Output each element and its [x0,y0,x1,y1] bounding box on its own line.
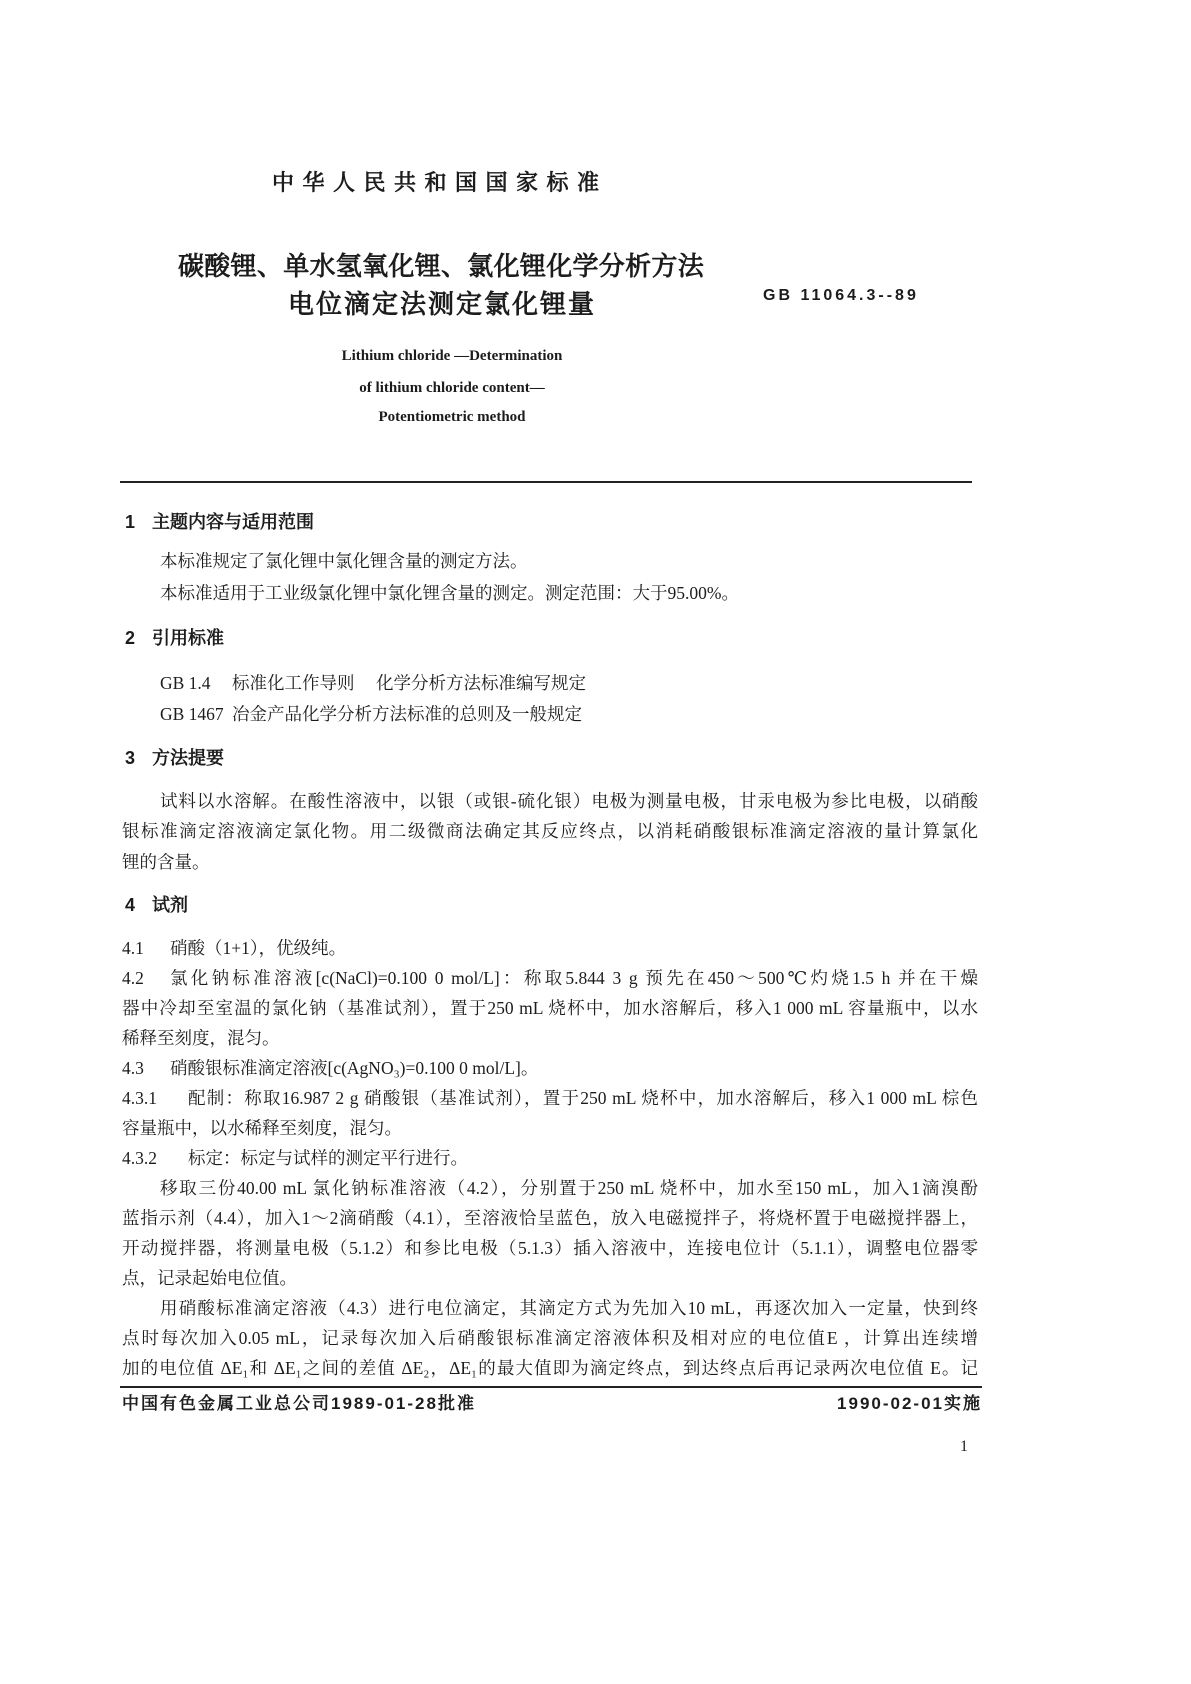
section-title-references: 引用标准 [152,628,224,648]
paragraph-line: 点时每次加入0.05 mL，记录每次加入后硝酸银标准滴定溶液体积及相对应的电位值E ，计算出连续增 [122,1328,978,1348]
clause-number: 4.3.2 [122,1148,157,1168]
clause-number: 4.3 [122,1058,144,1078]
page-number: 1 [960,1438,968,1455]
clause-number: 4.2 [122,968,144,988]
paragraph-line: 银标准滴定溶液滴定氯化物。用二级微商法确定其反应终点，以消耗硝酸银标准滴定溶液的量计算氯化 [122,821,978,841]
section-number: 3 [125,748,136,768]
document-title-line-1: 碳酸锂、单水氢氧化锂、氯化锂化学分析方法 [178,251,705,281]
english-title-line-2: of lithium chloride content— [359,380,545,396]
clause-line: 硝酸（1+1），优级纯。 [170,938,347,958]
clause-line: 硝酸银标准滴定溶液[c(AgNO₃)=0.100 0 mol/L]。 [170,1058,539,1078]
approval-info: 中国有色金属工业总公司1989-01-28批准 [122,1394,476,1413]
clause-line: 稀释至刻度，混匀。 [122,1028,280,1048]
paragraph-line: 试料以水溶解。在酸性溶液中，以银（或银-硫化银）电极为测量电极，甘汞电极为参比电极，以硝酸 [160,791,978,811]
clause-number: 4.3.1 [122,1088,157,1108]
clause-line: 器中冷却至室温的氯化钠（基准试剂），置于250 mL 烧杯中，加水溶解后，移入1 000 mL 容量瓶中，以水 [122,998,978,1018]
section-number: 1 [125,512,136,532]
section-title-reagents: 试剂 [152,895,188,915]
reference-code: GB 1.4 [160,673,211,693]
section-title-scope: 主题内容与适用范围 [152,512,314,532]
paragraph-line: 锂的含量。 [122,852,210,872]
footer-divider [120,1386,982,1388]
reference-subtitle: 化学分析方法标准编写规定 [376,673,586,693]
paragraph-line: 蓝指示剂（4.4），加入1～2滴硝酸（4.1），至溶液恰呈蓝色，放入电磁搅拌子，将烧杯置于电磁搅拌器上， [122,1208,978,1228]
clause-line: 配制：称取16.987 2 g 硝酸银（基准试剂），置于250 mL 烧杯中，加水溶解后，移入1 000 mL 棕色 [188,1088,978,1108]
clause-line: 氯化钠标准溶液[c(NaCl)=0.100 0 mol/L]：称取5.844 3 g 预先在450～500℃灼烧1.5 h 并在干燥 [170,968,978,988]
clause-line: 容量瓶中，以水稀释至刻度，混匀。 [122,1118,402,1138]
paragraph-line: 用硝酸标准滴定溶液（4.3）进行电位滴定，其滴定方式为先加入10 mL，再逐次加入一定量，快到终 [160,1298,978,1318]
national-standard-header: 中华人民共和国国家标准 [272,170,608,195]
section-number: 4 [125,895,136,915]
section-title-method-summary: 方法提要 [152,748,224,768]
reference-title: 标准化工作导则 [232,673,355,693]
top-divider [120,481,972,483]
reference-title: 冶金产品化学分析方法标准的总则及一般规定 [232,704,582,724]
reference-code: GB 1467 [160,704,224,724]
section-number: 2 [125,628,136,648]
paragraph-line: 本标准规定了氯化锂中氯化锂含量的测定方法。 [160,551,528,571]
paragraph-line: 移取三份40.00 mL 氯化钠标准溶液（4.2），分别置于250 mL 烧杯中，加水至150 mL，加入1滴溴酚 [160,1178,978,1198]
effective-date: 1990-02-01实施 [837,1394,982,1413]
paragraph-line: 开动搅拌器，将测量电极（5.1.2）和参比电极（5.1.3）插入溶液中，连接电位计（5.1.1），调整电位器零 [122,1238,978,1258]
document-title-line-2: 电位滴定法测定氯化锂量 [288,289,597,319]
english-title-line-3: Potentiometric method [378,409,526,425]
standard-number: GB 11064.3--89 [763,287,919,304]
paragraph-line: 点，记录起始电位值。 [122,1268,297,1288]
english-title-line-1: Lithium chloride —Determination [341,348,563,364]
paragraph-line: 本标准适用于工业级氯化锂中氯化锂含量的测定。测定范围：大于95.00%。 [160,583,739,603]
clause-line: 标定：标定与试样的测定平行进行。 [188,1148,468,1168]
clause-number: 4.1 [122,938,144,958]
paragraph-line: 加的电位值 ΔE₁和 ΔE₁之间的差值 ΔE₂，ΔE₁的最大值即为滴定终点，到达终点后再记录两次电位值 E。记 [122,1358,978,1378]
